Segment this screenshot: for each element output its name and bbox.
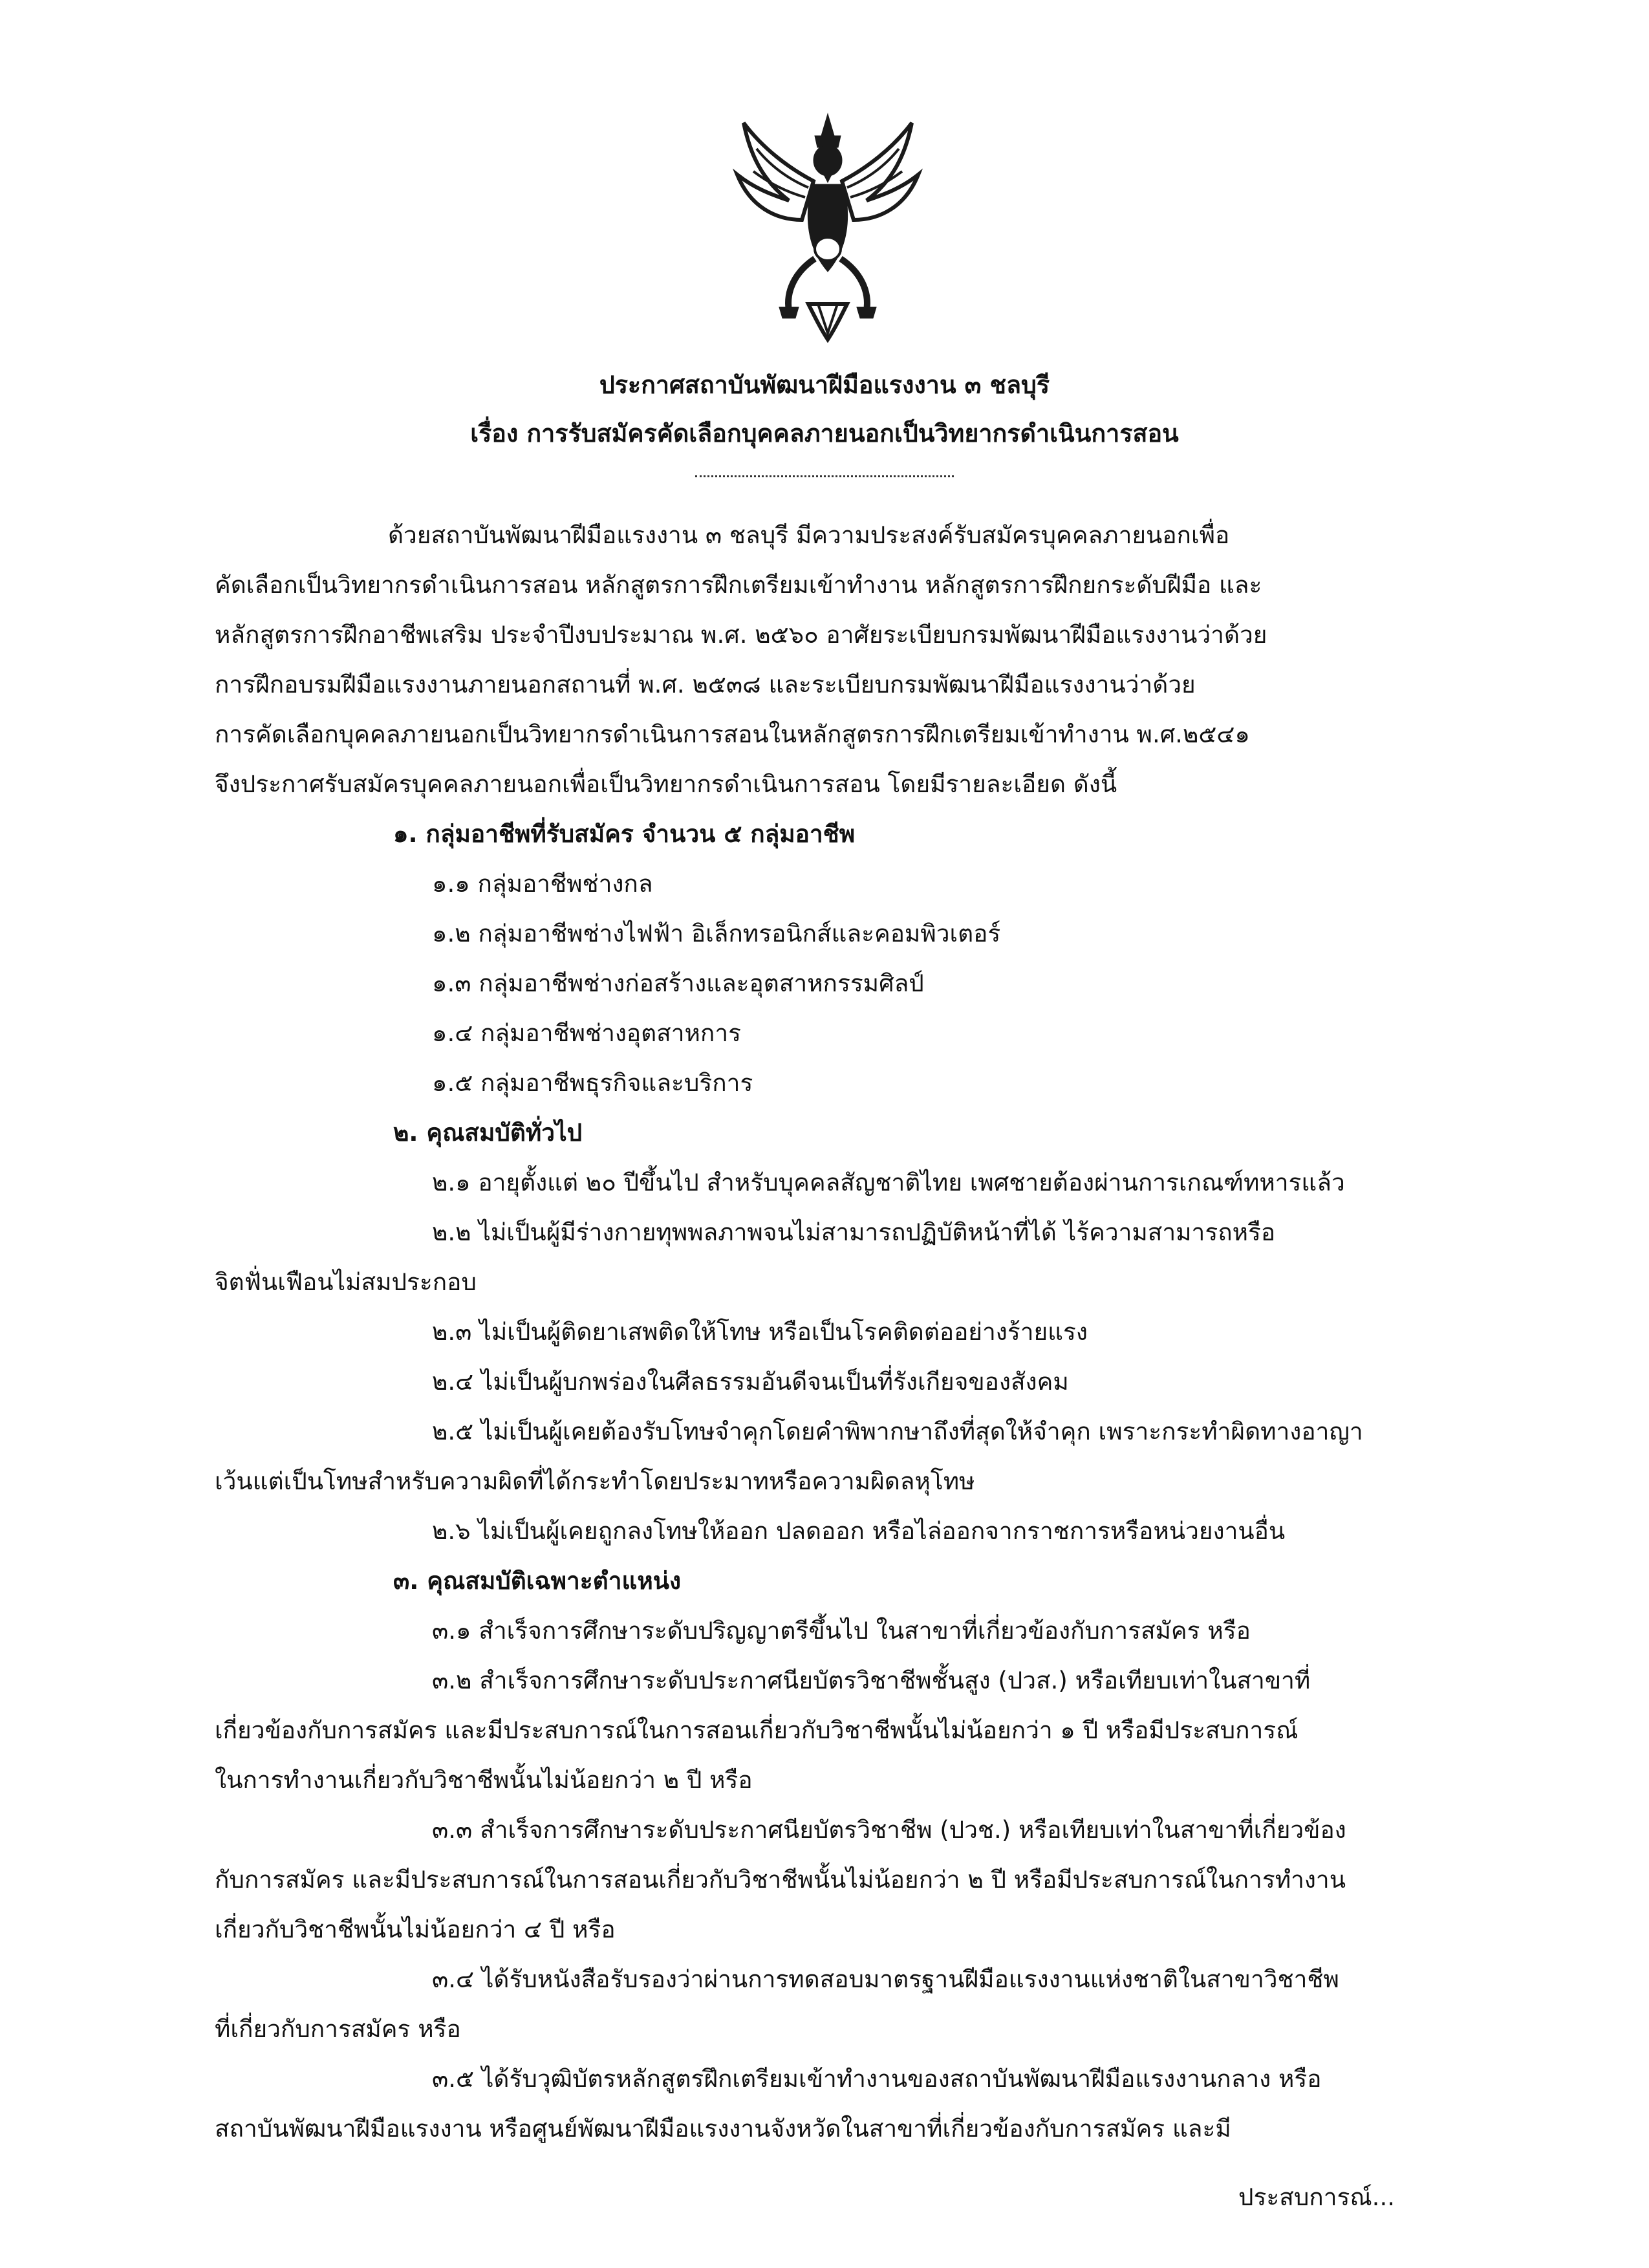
intro-line: คัดเลือกเป็นวิทยากรดำเนินการสอน หลักสูตรการฝึกเตรียมเข้าทำงาน หลักสูตรการฝึกยกระดับฝีมือ และ [215, 571, 1262, 599]
section-1-item: ๑.๕ กลุ่มอาชีพธุรกิจและบริการ [432, 1069, 753, 1097]
section-2-item: ๒.๓ ไม่เป็นผู้ติดยาเสพติดให้โทษ หรือเป็นโรคติดต่ออย่างร้ายแรง [432, 1318, 1088, 1346]
section-3-item: ๓.๒ สำเร็จการศึกษาระดับประกาศนียบัตรวิชาชีพชั้นสูง (ปวส.) หรือเทียบเท่าในสาขาที่ [432, 1667, 1311, 1694]
announcement-title: ประกาศสถาบันพัฒนาฝีมือแรงงาน ๓ ชลบุรี [599, 371, 1050, 399]
section-3-item-continued: เกี่ยวกับวิชาชีพนั้นไม่น้อยกว่า ๔ ปี หรือ [215, 1916, 616, 1943]
section-3-item: ๓.๑ สำเร็จการศึกษาระดับปริญญาตรีขึ้นไป ในสาขาที่เกี่ยวข้องกับการสมัคร หรือ [432, 1617, 1251, 1645]
section-2-item: ๒.๑ อายุตั้งแต่ ๒๐ ปีขึ้นไป สำหรับบุคคลสัญชาติไทย เพศชายต้องผ่านการเกณฑ์ทหารแล้ว [432, 1169, 1345, 1196]
intro-line: การคัดเลือกบุคคลภายนอกเป็นวิทยากรดำเนินการสอนในหลักสูตรการฝึกเตรียมเข้าทำงาน พ.ศ.๒๕๔๑ [215, 720, 1250, 748]
garuda-emblem-icon [724, 110, 931, 343]
section-3-item-continued: เกี่ยวข้องกับการสมัคร และมีประสบการณ์ในการสอนเกี่ยวกับวิชาชีพนั้นไม่น้อยกว่า ๑ ปี หรือมีประสบการณ์ [215, 1716, 1299, 1744]
announcement-subject: เรื่อง การรับสมัครคัดเลือกบุคคลภายนอกเป็นวิทยากรดำเนินการสอน [470, 419, 1179, 448]
section-1-heading: ๑. กลุ่มอาชีพที่รับสมัคร จำนวน ๕ กลุ่มอาชีพ [393, 820, 856, 848]
continuation-text: ประสบการณ์... [1238, 2183, 1395, 2211]
section-3-item-continued: ในการทำงานเกี่ยวกับวิชาชีพนั้นไม่น้อยกว่า ๒ ปี หรือ [215, 1766, 753, 1794]
section-3-item-continued: กับการสมัคร และมีประสบการณ์ในการสอนเกี่ยวกับวิชาชีพนั้นไม่น้อยกว่า ๒ ปี หรือมีประสบการณ์ในการทำงาน [215, 1866, 1346, 1894]
intro-line: หลักสูตรการฝึกอาชีพเสริม ประจำปีงบประมาณ พ.ศ. ๒๕๖๐ อาศัยระเบียบกรมพัฒนาฝีมือแรงงานว่าด้วย [215, 621, 1267, 649]
section-2-item: ๒.๖ ไม่เป็นผู้เคยถูกลงโทษให้ออก ปลดออก หรือไล่ออกจากราชการหรือหน่วยงานอื่น [432, 1517, 1286, 1545]
intro-line: การฝึกอบรมฝีมือแรงงานภายนอกสถานที่ พ.ศ. ๒๕๓๘ และระเบียบกรมพัฒนาฝีมือแรงงานว่าด้วย [215, 671, 1196, 698]
section-1-item: ๑.๔ กลุ่มอาชีพช่างอุตสาหการ [432, 1019, 741, 1047]
intro-line: ด้วยสถาบันพัฒนาฝีมือแรงงาน ๓ ชลบุรี มีความประสงค์รับสมัครบุคคลภายนอกเพื่อ [388, 521, 1230, 549]
section-3-item-continued: สถาบันพัฒนาฝีมือแรงงาน หรือศูนย์พัฒนาฝีมือแรงงานจังหวัดในสาขาที่เกี่ยวข้องกับการสมัคร และมี [215, 2115, 1231, 2143]
section-2-item: ๒.๕ ไม่เป็นผู้เคยต้องรับโทษจำคุกโดยคำพิพากษาถึงที่สุดให้จำคุก เพราะกระทำผิดทางอาญา [432, 1418, 1363, 1445]
section-2-heading: ๒. คุณสมบัติทั่วไป [393, 1119, 583, 1147]
section-2-item: ๒.๒ ไม่เป็นผู้มีร่างกายทุพพลภาพจนไม่สามารถปฏิบัติหน้าที่ได้ ไร้ความสามารถหรือ [432, 1218, 1276, 1246]
section-3-item: ๓.๕ ได้รับวุฒิบัตรหลักสูตรฝึกเตรียมเข้าทำงานของสถาบันพัฒนาฝีมือแรงงานกลาง หรือ [432, 2065, 1322, 2093]
section-3-item-continued: ที่เกี่ยวกับการสมัคร หรือ [215, 2015, 461, 2043]
section-2-item: ๒.๔ ไม่เป็นผู้บกพร่องในศีลธรรมอันดีจนเป็นที่รังเกียจของสังคม [432, 1368, 1069, 1396]
title-separator [695, 475, 954, 477]
intro-line: จึงประกาศรับสมัครบุคคลภายนอกเพื่อเป็นวิทยากรดำเนินการสอน โดยมีรายละเอียด ดังนี้ [215, 770, 1117, 798]
section-1-item: ๑.๓ กลุ่มอาชีพช่างก่อสร้างและอุตสาหกรรมศิลป์ [432, 969, 924, 997]
section-1-item: ๑.๒ กลุ่มอาชีพช่างไฟฟ้า อิเล็กทรอนิกส์และคอมพิวเตอร์ [432, 920, 1001, 947]
section-2-item-continued: เว้นแต่เป็นโทษสำหรับความผิดที่ได้กระทำโดยประมาทหรือความผิดลหุโทษ [215, 1467, 975, 1495]
section-2-item-continued: จิตฟั่นเฟือนไม่สมประกอบ [215, 1268, 477, 1296]
section-3-item: ๓.๓ สำเร็จการศึกษาระดับประกาศนียบัตรวิชาชีพ (ปวช.) หรือเทียบเท่าในสาขาที่เกี่ยวข้อง [432, 1816, 1346, 1844]
section-3-item: ๓.๔ ได้รับหนังสือรับรองว่าผ่านการทดสอบมาตรฐานฝีมือแรงงานแห่งชาติในสาขาวิชาชีพ [432, 1965, 1339, 1993]
section-1-item: ๑.๑ กลุ่มอาชีพช่างกล [432, 870, 653, 898]
section-3-heading: ๓. คุณสมบัติเฉพาะตำแหน่ง [393, 1567, 682, 1595]
